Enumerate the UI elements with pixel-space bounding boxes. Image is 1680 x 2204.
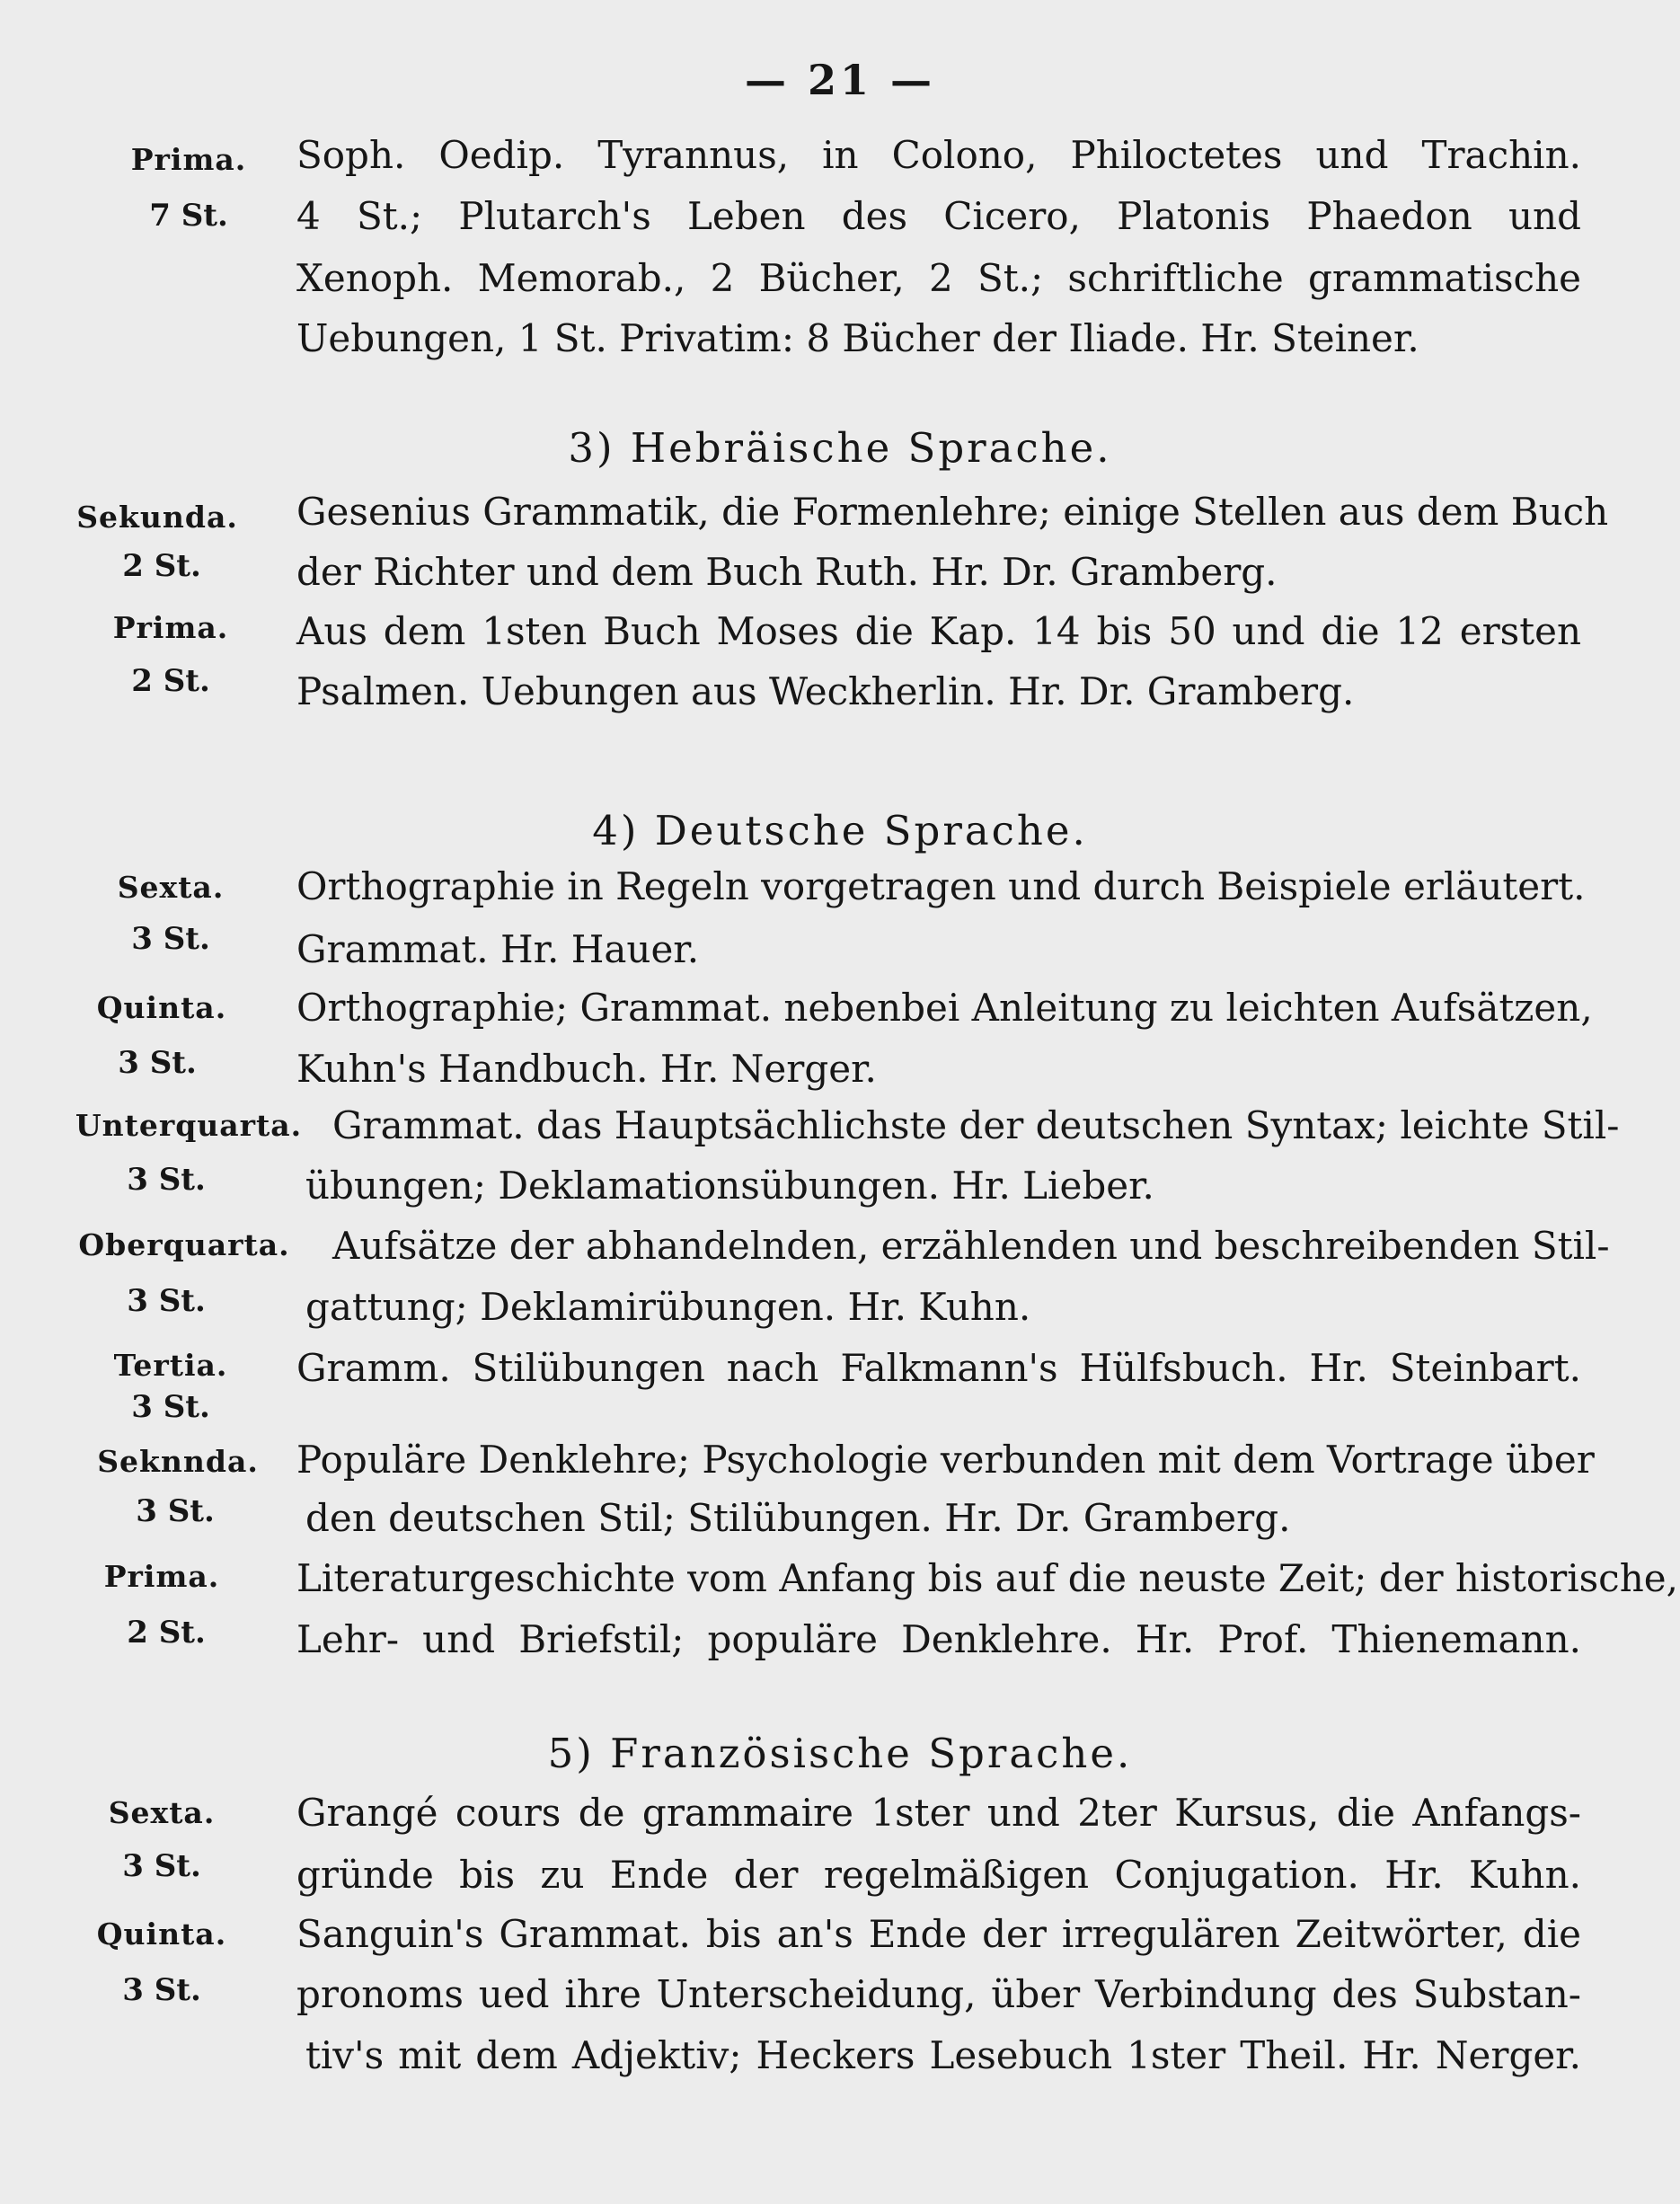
section-heading-hebrew: 3) Hebräische Sprache. [568,424,1112,472]
text-line: Grangé cours de grammaire 1ster und 2ter Kursus, die Anfangs- [296,1791,1581,1835]
text-line: gattung; Deklamirübungen. Hr. Kuhn. [305,1285,1031,1329]
class-label: Prima. [112,610,229,645]
hours-label: 2 St. [131,663,210,699]
hours-label: 3 St. [127,1283,206,1319]
text-line: Orthographie in Regeln vorgetragen und durch Beispiele erläutert. [296,864,1586,908]
hours-label: 3 St. [131,921,210,957]
hours-label: 3 St. [127,1162,206,1198]
hours-label: 2 St. [122,548,201,584]
class-label: Tertia. [113,1348,228,1383]
text-line: Uebungen, 1 St. Privatim: 8 Bücher der Iliade. Hr. Steiner. [296,316,1419,360]
hours-label: 2 St. [127,1615,206,1651]
text-line: Soph. Oedip. Tyrannus, in Colono, Philoctetes und Trachin. [296,133,1581,177]
page-number: — 21 — [744,56,936,104]
text-line: Grammat. Hr. Hauer. [296,927,700,971]
text-line: Literaturgeschichte vom Anfang bis auf die neuste Zeit; der historische, [296,1556,1678,1600]
section-heading-german: 4) Deutsche Sprache. [592,807,1088,854]
text-line: Psalmen. Uebungen aus Weckherlin. Hr. Dr. Gramberg. [296,669,1355,713]
hours-label: 3 St. [131,1389,210,1425]
class-label: Prima. [130,142,247,177]
hours-label: 3 St. [118,1045,197,1081]
class-label: Quinta. [96,1916,227,1952]
class-label: Prima. [103,1559,220,1594]
hours-label: 3 St. [122,1848,201,1884]
text-line: Kuhn's Handbuch. Hr. Nerger. [296,1047,877,1091]
text-line: der Richter und dem Buch Ruth. Hr. Dr. Gramberg. [296,550,1278,594]
class-label: Sekunda. [76,500,238,535]
text-line: gründe bis zu Ende der regelmäßigen Conjugation. Hr. Kuhn. [296,1853,1581,1897]
class-label: Quinta. [96,990,227,1025]
class-label: Unterquarta. [75,1108,303,1143]
text-line: Sanguin's Grammat. bis an's Ende der irregulären Zeitwörter, die [296,1912,1581,1956]
section-heading-french: 5) Französische Sprache. [547,1730,1133,1777]
text-line: Aufsätze der abhandelnden, erzählenden und beschreibenden Stil- [332,1224,1610,1268]
class-label: Oberquarta. [78,1227,290,1262]
class-label: Sexta. [117,870,225,905]
text-line: pronoms ued ihre Unterscheidung, über Verbindung des Substan- [296,1972,1581,2016]
text-line: 4 St.; Plutarch's Leben des Cicero, Platonis Phaedon und [296,194,1581,238]
text-line: Xenoph. Memorab., 2 Bücher, 2 St.; schriftliche grammatische [296,256,1581,300]
text-line: Grammat. das Hauptsächlichste der deutschen Syntax; leichte Stil- [332,1103,1620,1147]
hours-label: 3 St. [136,1493,215,1529]
text-line: Gramm. Stilübungen nach Falkmann's Hülfsbuch. Hr. Steinbart. [296,1346,1581,1390]
class-label: Seknnda. [97,1444,259,1479]
text-line: den deutschen Stil; Stilübungen. Hr. Dr. Gramberg. [305,1496,1291,1540]
text-line: Orthographie; Grammat. nebenbei Anleitung zu leichten Aufsätzen, [296,986,1593,1030]
text-line: Populäre Denklehre; Psychologie verbunden mit dem Vortrage über [296,1438,1595,1482]
hours-label: 7 St. [149,198,228,234]
text-line: Aus dem 1sten Buch Moses die Kap. 14 bis 50 und die 12 ersten [296,609,1581,653]
text-line: Lehr- und Briefstil; populäre Denklehre. Hr. Prof. Thienemann. [296,1617,1581,1661]
text-line: übungen; Deklamationsübungen. Hr. Lieber. [305,1164,1154,1208]
class-label: Sexta. [108,1795,216,1830]
hours-label: 3 St. [122,1972,201,2008]
text-line: tiv's mit dem Adjektiv; Heckers Lesebuch 1ster Theil. Hr. Nerger. [305,2033,1581,2077]
text-line: Gesenius Grammatik, die Formenlehre; einige Stellen aus dem Buch [296,490,1609,534]
